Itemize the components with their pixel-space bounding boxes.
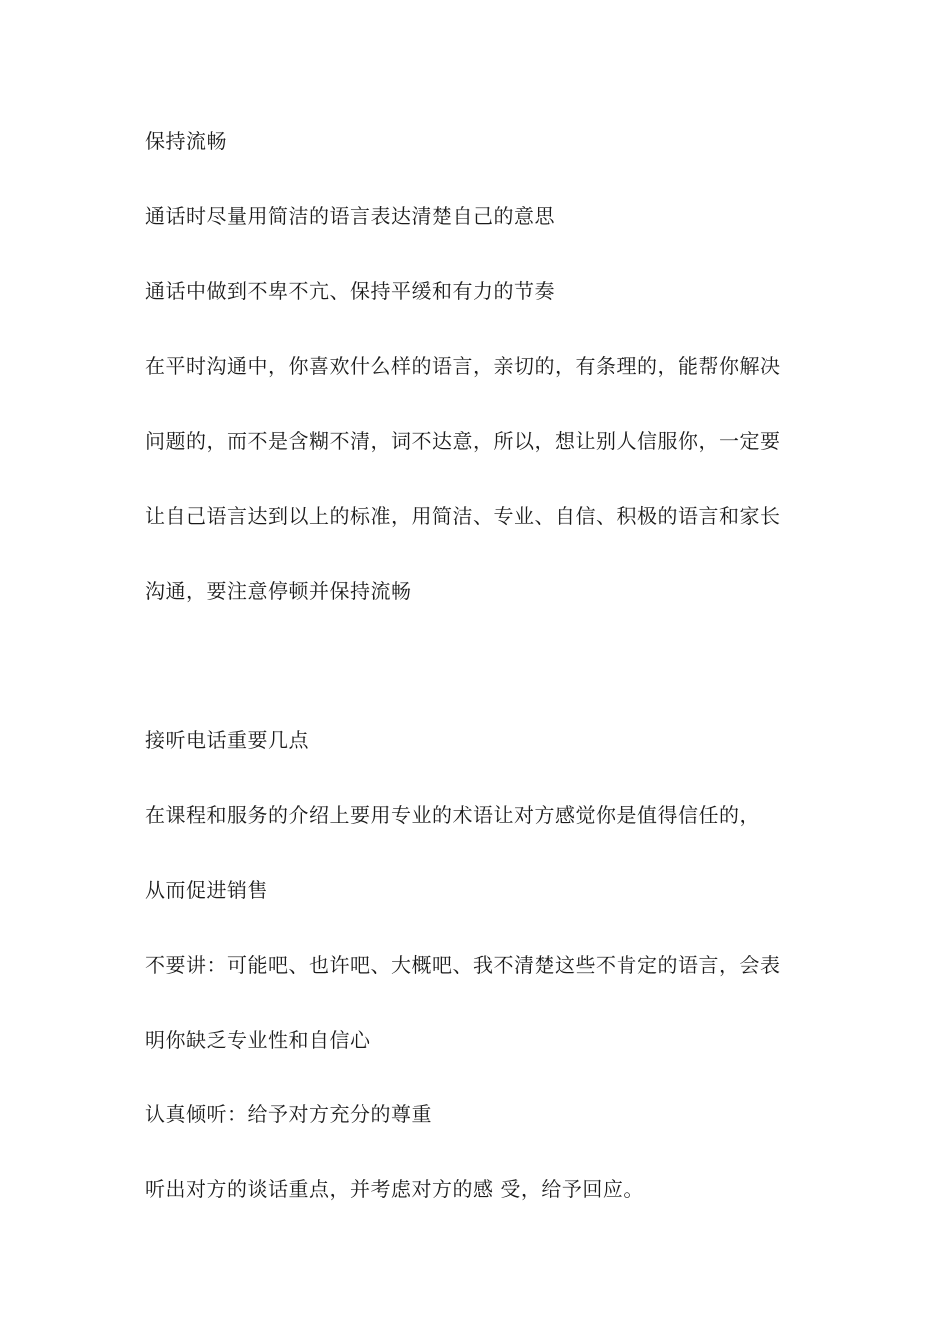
paragraph-line: 沟通，要注意停顿并保持流畅 xyxy=(145,579,412,603)
paragraph-line: 在平时沟通中，你喜欢什么样的语言，亲切的，有条理的，能帮你解决 xyxy=(145,354,781,378)
paragraph-line: 在课程和服务的介绍上要用专业的术语让对方感觉你是值得信任的， xyxy=(145,803,760,827)
section-heading-answering-calls: 接听电话重要几点 xyxy=(145,728,309,752)
paragraph-line: 听出对方的谈话重点，并考虑对方的感 受，给予回应。 xyxy=(145,1177,644,1201)
paragraph-line: 从而促进销售 xyxy=(145,878,268,902)
paragraph-line: 让自己语言达到以上的标准，用简洁、专业、自信、积极的语言和家长 xyxy=(145,504,781,528)
paragraph-line: 认真倾听：给予对方充分的尊重 xyxy=(145,1102,432,1126)
paragraph-line: 明你缺乏专业性和自信心 xyxy=(145,1028,371,1052)
paragraph-line: 通话中做到不卑不亢、保持平缓和有力的节奏 xyxy=(145,279,555,303)
section-heading-keep-fluent: 保持流畅 xyxy=(145,129,227,153)
paragraph-line: 不要讲：可能吧、也许吧、大概吧、我不清楚这些不肯定的语言，会表 xyxy=(145,953,781,977)
paragraph-line: 问题的，而不是含糊不清，词不达意，所以，想让别人信服你，一定要 xyxy=(145,429,781,453)
paragraph-line: 通话时尽量用简洁的语言表达清楚自己的意思 xyxy=(145,204,555,228)
